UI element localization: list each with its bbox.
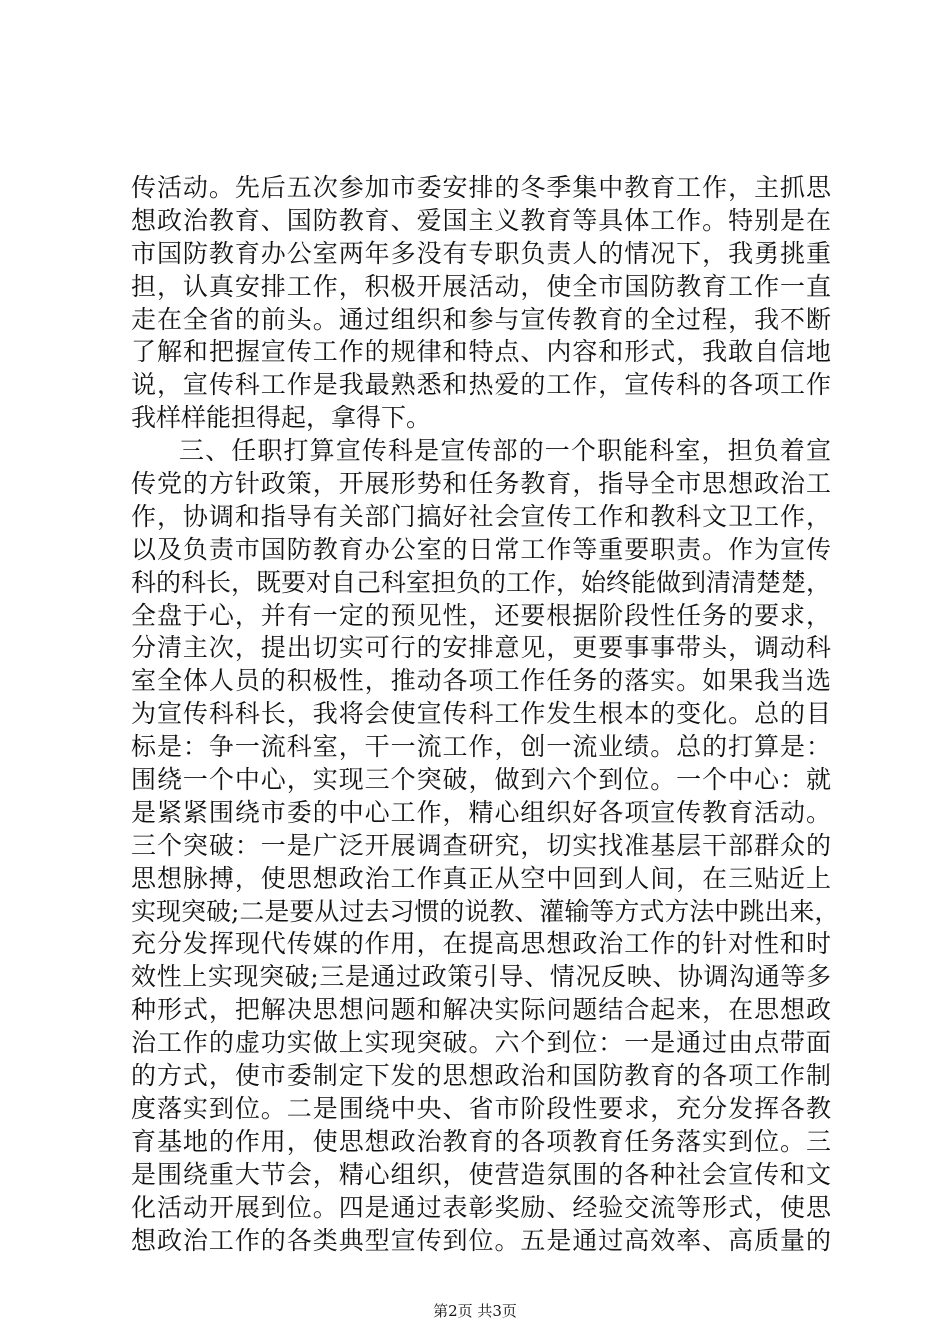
text-line: 我样样能担得起，拿得下。 — [131, 403, 432, 433]
text-line: 化活动开展到位。四是通过表彰奖励、经验交流等形式，使思 — [131, 1192, 831, 1222]
text-line: 担，认真安排工作，积极开展活动，使全市国防教育工作一直 — [131, 271, 831, 301]
text-line: 作，协调和指导有关部门搞好社会宣传工作和教科文卫工作， — [131, 501, 831, 531]
text-line: 全盘于心，并有一定的预见性，还要根据阶段性任务的要求， — [131, 600, 831, 630]
text-line: 为宣传科科长，我将会使宣传科工作发生根本的变化。总的目 — [131, 699, 831, 729]
page-number-footer: 第2页 共3页 — [433, 1302, 517, 1320]
text-line: 分清主次，提出切实可行的安排意见，更要事事带头，调动科 — [131, 633, 831, 663]
text-line: 三个突破：一是广泛开展调查研究，切实找准基层干部群众的 — [131, 830, 831, 860]
text-line: 想政治工作的各类典型宣传到位。五是通过高效率、高质量的 — [131, 1225, 831, 1255]
text-line: 想政治教育、国防教育、爱国主义教育等具体工作。特别是在 — [131, 205, 831, 235]
text-line: 实现突破;二是要从过去习惯的说教、灌输等方式方法中跳出来， — [131, 896, 840, 926]
text-line: 围绕一个中心，实现三个突破，做到六个到位。一个中心：就 — [131, 765, 831, 795]
text-line: 种形式，把解决思想问题和解决实际问题结合起来，在思想政 — [131, 995, 831, 1025]
text-line: 以及负责市国防教育办公室的日常工作等重要职责。作为宣传 — [131, 534, 831, 564]
text-line: 走在全省的前头。通过组织和参与宣传教育的全过程，我不断 — [131, 304, 831, 334]
text-line: 度落实到位。二是围绕中央、省市阶段性要求，充分发挥各教 — [131, 1093, 831, 1123]
text-line: 室全体人员的积极性，推动各项工作任务的落实。如果我当选 — [131, 666, 831, 696]
text-line: 标是：争一流科室，干一流工作，创一流业绩。总的打算是： — [131, 732, 831, 762]
text-line: 传党的方针政策，开展形势和任务教育，指导全市思想政治工 — [131, 469, 831, 499]
text-line: 说，宣传科工作是我最熟悉和热爱的工作，宣传科的各项工作 — [131, 370, 831, 400]
text-line: 治工作的虚功实做上实现突破。六个到位：一是通过由点带面 — [131, 1028, 831, 1058]
text-line: 思想脉搏，使思想政治工作真正从空中回到人间，在三贴近上 — [131, 863, 831, 893]
text-line: 是紧紧围绕市委的中心工作，精心组织好各项宣传教育活动。 — [131, 797, 831, 827]
body-text — [131, 172, 840, 1257]
text-line: 育基地的作用，使思想政治教育的各项教育任务落实到位。三 — [131, 1126, 831, 1156]
text-line: 是围绕重大节会，精心组织，使营造氛围的各种社会宣传和文 — [131, 1159, 831, 1189]
text-line: 的方式，使市委制定下发的思想政治和国防教育的各项工作制 — [131, 1061, 831, 1091]
text-line: 市国防教育办公室两年多没有专职负责人的情况下，我勇挑重 — [131, 238, 831, 268]
text-line-paragraph-start: 三、任职打算宣传科是宣传部的一个职能科室，担负着宣 — [179, 436, 831, 466]
text-line: 传活动。先后五次参加市委安排的冬季集中教育工作，主抓思 — [131, 173, 831, 202]
text-line: 充分发挥现代传媒的作用，在提高思想政治工作的针对性和时 — [131, 929, 831, 959]
text-line: 效性上实现突破;三是通过政策引导、情况反映、协调沟通等多 — [131, 962, 831, 992]
text-line: 科的科长，既要对自己科室担负的工作，始终能做到清清楚楚， — [131, 567, 832, 597]
text-line: 了解和把握宣传工作的规律和特点、内容和形式，我敢自信地 — [131, 337, 831, 367]
